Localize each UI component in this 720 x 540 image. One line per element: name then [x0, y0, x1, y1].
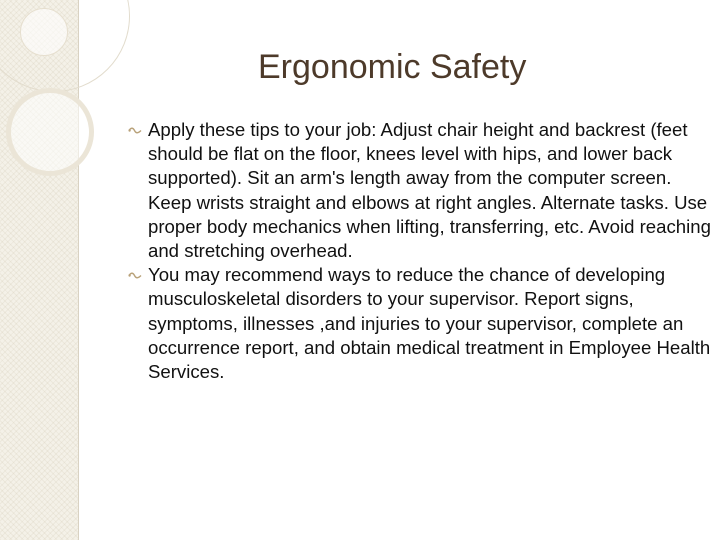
- bullet-text: You may recommend ways to reduce the chance of developing musculoskeletal disorders to your supervisor. Report signs, symptoms, illnesses ,and injuries to your supervisor, complete an occurrence report, and obtain medical treatment in Employee Health Services.: [148, 264, 711, 383]
- bullet-text: Apply these tips to your job: Adjust chair height and backrest (feet should be flat on the floor, knees level with hips, and lower back supported). Sit an arm's length away from the computer screen. Keep wrists straight and elbows at right angles. Alternate tasks. Use proper body mechanics when lifting, transferring, etc. Avoid reaching and stretching overhead.: [148, 119, 711, 262]
- slide-body: [128, 118, 712, 384]
- bullet-item: [128, 263, 712, 384]
- side-panel-divider: [78, 0, 79, 540]
- decorative-side-panel: [0, 0, 78, 540]
- bullet-item: [128, 118, 712, 263]
- slide-title: Ergonomic Safety: [258, 48, 527, 86]
- ornamental-bullet-icon: [128, 271, 142, 280]
- ornamental-bullet-icon: [128, 126, 142, 135]
